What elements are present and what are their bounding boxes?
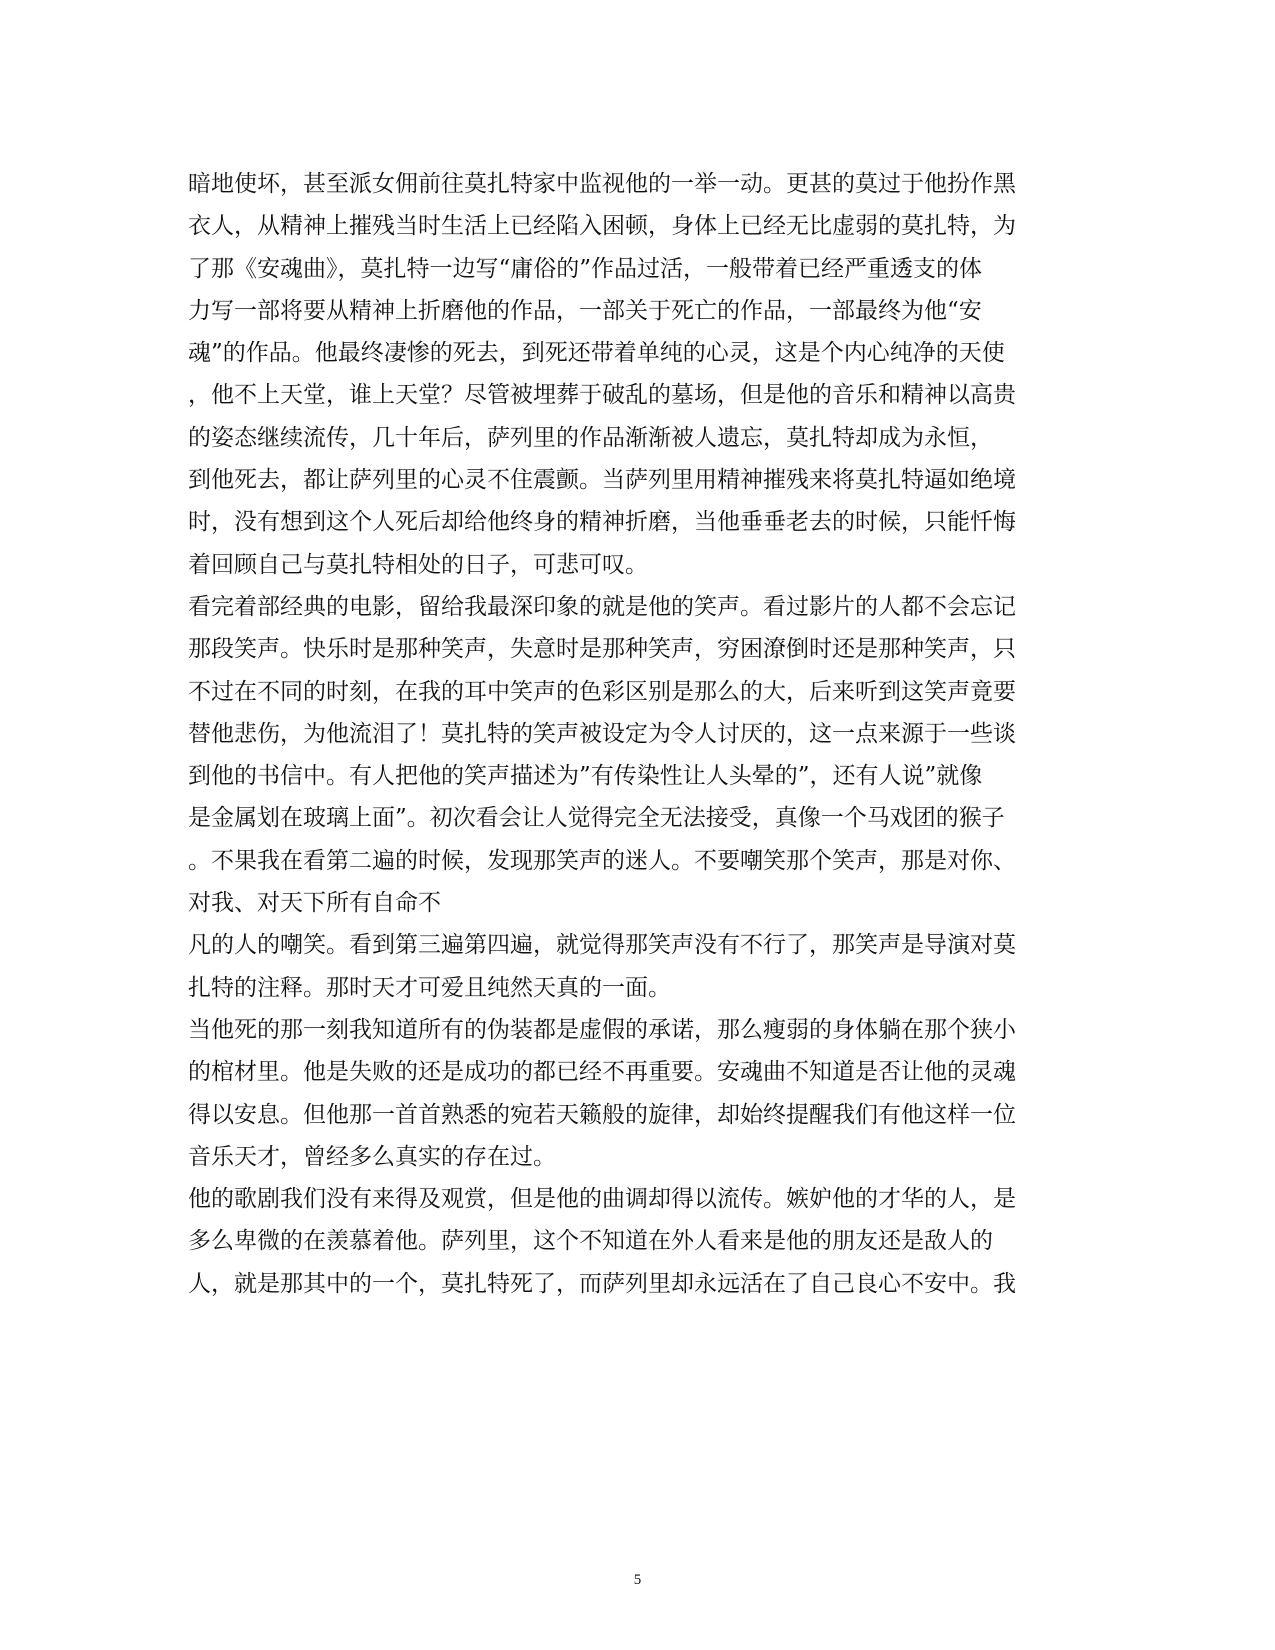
text-line: 着回顾自己与莫扎特相处的日子，可悲可叹。 — [188, 551, 648, 578]
text-line: 是金属划在玻璃上面”。初次看会让人觉得完全无法接受，真像一个马戏团的猴子 — [188, 805, 1005, 832]
text-line: 得以安息。但他那一首首熟悉的宛若天籁般的旋律，却始终提醒我们有他这样一位 — [188, 1101, 1016, 1128]
text-line: 音乐天才，曾经多么真实的存在过。 — [188, 1143, 556, 1170]
text-line: 魂”的作品。他最终凄惨的死去，到死还带着单纯的心灵，这是个内心纯净的天使 — [188, 340, 1005, 367]
text-line: 替他悲伤，为他流泪了！莫扎特的笑声被设定为令人讨厌的，这一点来源于一些谈 — [188, 720, 1016, 747]
page-number: 5 — [633, 1572, 642, 1588]
text-line: 时，没有想到这个人死后却给他终身的精神折磨，当他垂垂老去的时候，只能忏悔 — [188, 509, 1016, 536]
text-line: 人，就是那其中的一个，莫扎特死了，而萨列里却永远活在了自己良心不安中。我 — [188, 1270, 1016, 1297]
text-line: 看完着部经典的电影，留给我最深印象的就是他的笑声。看过影片的人都不会忘记 — [188, 593, 1016, 620]
text-line: 他的歌剧我们没有来得及观赏，但是他的曲调却得以流传。嫉妒他的才华的人，是 — [188, 1186, 1016, 1213]
document-body — [188, 163, 1088, 1305]
text-line: 。不果我在看第二遍的时候，发现那笑声的迷人。不要嘲笑那个笑声，那是对你、 — [188, 847, 1016, 874]
text-line: 当他死的那一刻我知道所有的伪装都是虚假的承诺，那么瘦弱的身体躺在那个狭小 — [188, 1016, 1016, 1043]
text-line: 暗地使坏，甚至派女佣前往莫扎特家中监视他的一举一动。更甚的莫过于他扮作黑 — [188, 171, 1016, 197]
text-line: 到他死去，都让萨列里的心灵不住震颤。当萨列里用精神摧残来将莫扎特逼如绝境 — [188, 467, 1016, 494]
text-line: 扎特的注释。那时天才可爱且纯然天真的一面。 — [188, 974, 671, 1001]
text-line: 凡的人的嘲笑。看到第三遍第四遍，就觉得那笑声没有不行了，那笑声是导演对莫 — [188, 932, 1016, 959]
text-line: ，他不上天堂，谁上天堂？尽管被埋葬于破乱的墓场，但是他的音乐和精神以高贵 — [188, 382, 1016, 409]
text-line: 对我、对天下所有自命不 — [188, 890, 441, 917]
text-line: 力写一部将要从精神上折磨他的作品，一部关于死亡的作品，一部最终为他“安 — [188, 297, 982, 324]
text-line: 了那《安魂曲》，莫扎特一边写“庸俗的”作品过活，一般带着已经严重透支的体 — [188, 255, 983, 282]
text-line: 的姿态继续流传，几十年后，萨列里的作品渐渐被人遗忘，莫扎特却成为永恒， — [188, 424, 993, 451]
text-line: 到他的书信中。有人把他的笑声描述为”有传染性让人头晕的”，还有人说”就像 — [188, 763, 983, 790]
text-line: 衣人，从精神上摧残当时生活上已经陷入困顿，身体上已经无比虚弱的莫扎特，为 — [188, 213, 1016, 240]
text-line: 的棺材里。他是失败的还是成功的都已经不再重要。安魂曲不知道是否让他的灵魂 — [188, 1059, 1016, 1086]
text-line: 多么卑微的在羡慕着他。萨列里，这个不知道在外人看来是他的朋友还是敌人的 — [188, 1228, 993, 1255]
text-line: 不过在不同的时刻，在我的耳中笑声的色彩区别是那么的大，后来听到这笑声竟要 — [188, 678, 1016, 705]
text-line: 那段笑声。快乐时是那种笑声，失意时是那种笑声，穷困潦倒时还是那种笑声，只 — [188, 636, 1016, 663]
